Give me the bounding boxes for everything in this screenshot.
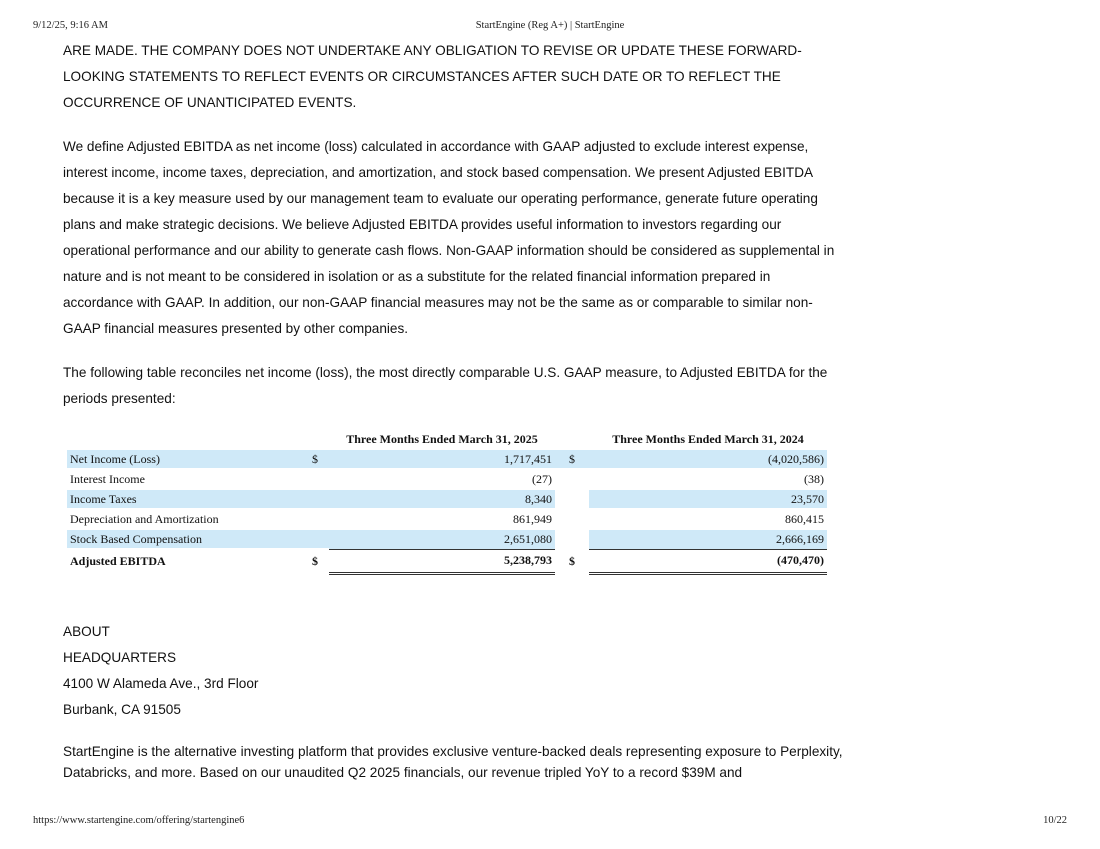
value-2024: 2,666,169 xyxy=(589,529,827,549)
row-label: Interest Income xyxy=(67,469,301,489)
col-header-2024: Three Months Ended March 31, 2024 xyxy=(612,432,804,446)
print-footer xyxy=(33,815,1067,831)
about-section xyxy=(63,619,843,723)
currency-symbol: $ xyxy=(301,549,329,573)
print-datetime: 9/12/25, 9:16 AM xyxy=(33,20,108,31)
total-label: Adjusted EBITDA xyxy=(67,549,301,573)
value-2024: 860,415 xyxy=(589,509,827,529)
currency-symbol: $ xyxy=(555,549,589,573)
print-title: StartEngine (Reg A+) | StartEngine xyxy=(475,20,625,31)
table-total-row xyxy=(67,549,827,573)
table-header-row xyxy=(67,430,827,450)
table-row xyxy=(67,529,827,549)
address-line-2: Burbank, CA 91505 xyxy=(63,701,181,717)
closing-section xyxy=(63,741,843,783)
value-2025: 8,340 xyxy=(329,489,555,509)
total-2024: (470,470) xyxy=(589,549,827,573)
table-row xyxy=(67,489,827,509)
document-body xyxy=(63,38,843,783)
col-header-2025: Three Months Ended March 31, 2025 xyxy=(346,432,538,446)
value-2024: (38) xyxy=(589,469,827,489)
row-label: Income Taxes xyxy=(67,489,301,509)
row-label: Net Income (Loss) xyxy=(67,450,301,469)
currency-symbol: $ xyxy=(555,450,589,469)
about-heading: ABOUT xyxy=(63,623,110,639)
row-label: Stock Based Compensation xyxy=(67,529,301,549)
value-2025: (27) xyxy=(329,469,555,489)
page-url: https://www.startengine.com/offering/startengine6 xyxy=(33,815,245,826)
row-label: Depreciation and Amortization xyxy=(67,509,301,529)
total-2025: 5,238,793 xyxy=(329,549,555,573)
value-2024: 23,570 xyxy=(589,489,827,509)
address-line-1: 4100 W Alameda Ave., 3rd Floor xyxy=(63,675,259,691)
value-2025: 2,651,080 xyxy=(329,529,555,549)
page-number: 10/22 xyxy=(1043,815,1067,826)
table-intro-paragraph: The following table reconciles net income (loss), the most directly comparable U.S. GAAP measure, to Adjusted EBITDA for the periods presented: xyxy=(63,365,828,406)
headquarters-label: HEADQUARTERS xyxy=(63,649,177,665)
print-header xyxy=(33,20,1067,36)
table-row xyxy=(67,450,827,469)
table-row xyxy=(67,509,827,529)
value-2025: 861,949 xyxy=(329,509,555,529)
table-row xyxy=(67,469,827,489)
value-2025: 1,717,451 xyxy=(329,450,555,469)
forward-looking-disclaimer: ARE MADE. THE COMPANY DOES NOT UNDERTAKE ANY OBLIGATION TO REVISE OR UPDATE THESE FORWARD-LOOKING STATEMENTS TO REFLECT EVENTS OR CIRCUMSTANCES AFTER SUCH DATE OR TO REFLECT THE OCCURRENCE OF UNANTICIPATED EVENTS. xyxy=(63,43,802,110)
value-2024: (4,020,586) xyxy=(589,450,827,469)
ebitda-reconciliation-table xyxy=(67,430,827,575)
ebitda-definition-paragraph: We define Adjusted EBITDA as net income (loss) calculated in accordance with GAAP adjusted to exclude interest expense, interest income, income taxes, depreciation, and amortization, and stock based compensation. We present Adjusted EBITDA because it is a key measure used by our management team to evaluate our operating performance, generate future operating plans and make strategic decisions. We believe Adjusted EBITDA provides useful information to investors regarding our operational performance and our ability to generate cash flows. Non-GAAP information should be considered as supplemental in nature and is not meant to be considered in isolation or as a substitute for the related financial information prepared in accordance with GAAP. In addition, our non-GAAP financial measures may not be the same as or comparable to similar non-GAAP financial measures presented by other companies. xyxy=(63,139,835,336)
company-description: StartEngine is the alternative investing platform that provides exclusive venture-backed deals representing exposure to Perplexity, Databricks, and more. Based on our unaudited Q2 2025 financials, our revenue tripled YoY to a record $39M and xyxy=(63,743,843,780)
currency-symbol: $ xyxy=(301,450,329,469)
